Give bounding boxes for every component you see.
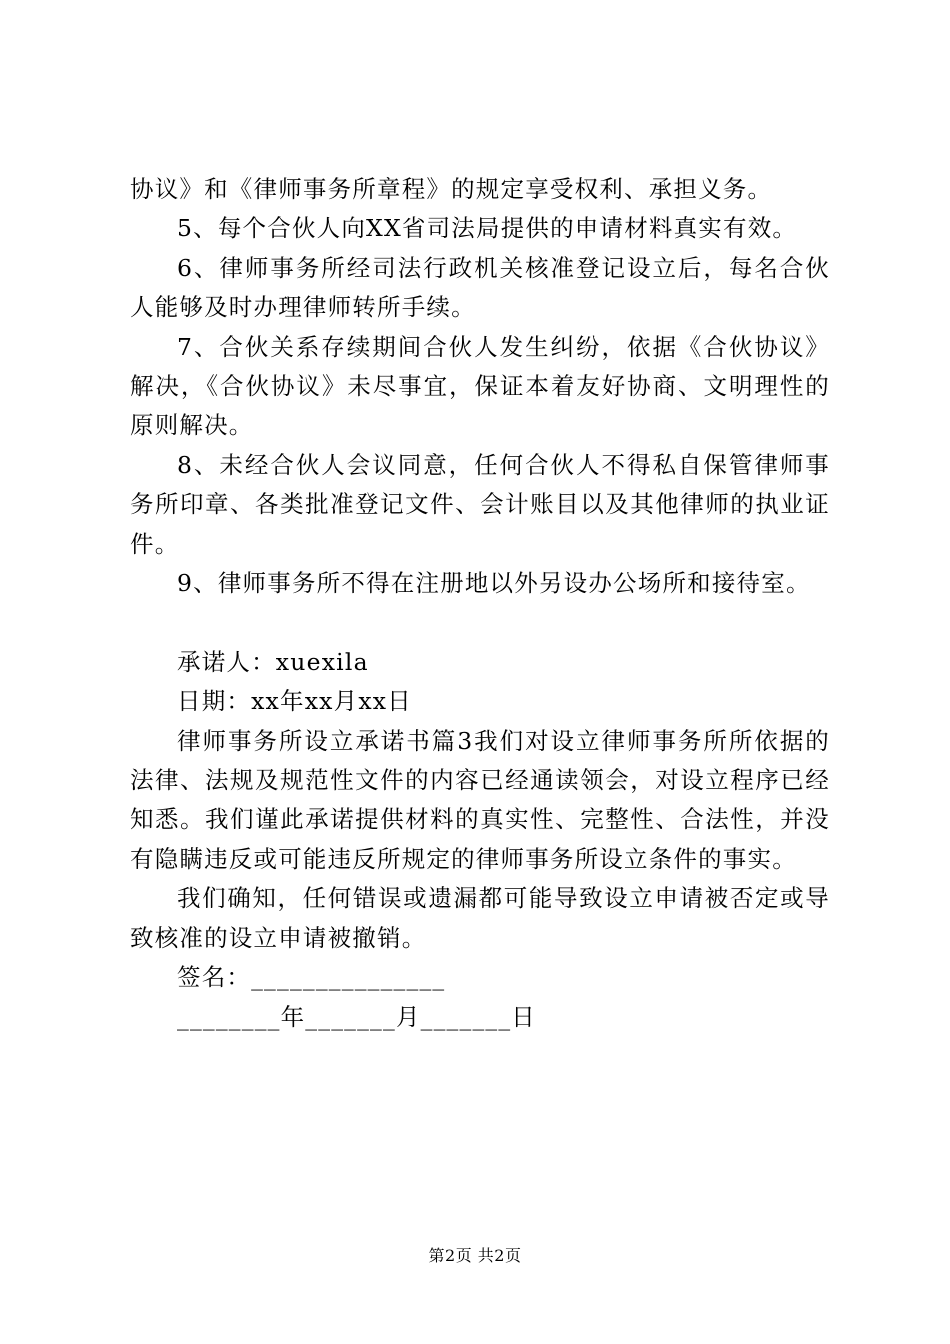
blank-line	[130, 603, 830, 642]
page-footer: 第2页 共2页	[428, 1246, 522, 1265]
signature-line: 签名：_______________	[177, 963, 446, 992]
paragraph-item-5: 5、每个合伙人向XX省司法局提供的申请材料真实有效。	[177, 214, 798, 243]
date-blank-line: ________年_______月_______日	[177, 1002, 536, 1031]
paragraph-item-6: 6、律师事务所经司法行政机关核准登记设立后，每名合伙人能够及时办理律师转所手续。	[130, 253, 830, 322]
paragraph-item-8: 8、未经合伙人会议同意，任何合伙人不得私自保管律师事务所印章、各类批准登记文件、会计账目以及其他律师的执业证件。	[130, 450, 830, 558]
paragraph-item-9: 9、律师事务所不得在注册地以外另设办公场所和接待室。	[177, 569, 811, 598]
paragraph-commitment: 律师事务所设立承诺书篇3我们对设立律师事务所所依据的法律、法规及规范性文件的内容已经通读领会，对设立程序已经知悉。我们谨此承诺提供材料的真实性、完整性、合法性，并没有隐瞒违反或可能违反所规定的律师事务所设立条件的事实。	[130, 726, 830, 873]
promisor-line: 承诺人：xuexila	[177, 647, 369, 676]
paragraph-item-7: 7、合伙关系存续期间合伙人发生纠纷，依据《合伙协议》解决，《合伙协议》未尽事宜，保证本着友好协商、文明理性的原则解决。	[130, 332, 830, 440]
document-body	[130, 170, 830, 1037]
paragraph-continuation: 协议》和《律师事务所章程》的规定享受权利、承担义务。	[130, 175, 773, 203]
date-line: 日期：xx年xx月xx日	[177, 687, 412, 716]
paragraph-acknowledgement: 我们确知，任何错误或遗漏都可能导致设立申请被否定或导致核准的设立申请被撤销。	[130, 884, 830, 952]
